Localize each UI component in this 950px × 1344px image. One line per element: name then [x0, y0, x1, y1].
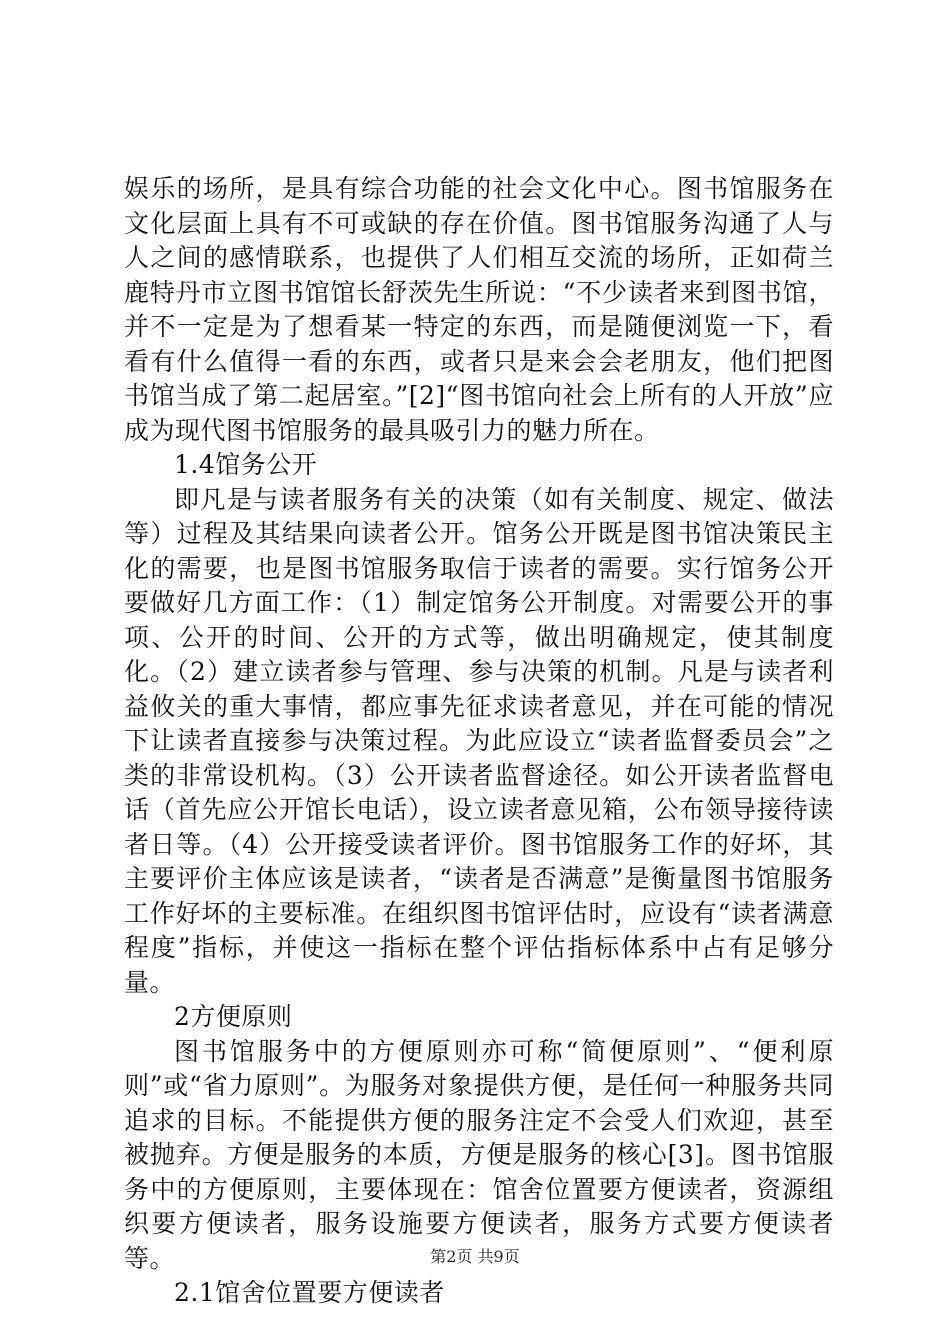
section-heading-2-1: 2.1馆舍位置要方便读者 [174, 1278, 445, 1307]
section-heading-2: 2方便原则 [174, 1002, 293, 1031]
paragraph-transparency: 即凡是与读者服务有关的决策（如有关制度、规定、做法等）过程及其结果向读者公开。馆务公开既是图书馆决策民主化的需要，也是图书馆服务取信于读者的需要。实行馆务公开要做好几方面工作：（1）制定馆务公开制度。对需要公开的事项、公开的时间、公开的方式等，做出明确规定，使其制度化。（2）建立读者参与管理、参与决策的机制。凡是与读者利益攸关的重大事情，都应事先征求读者意见，并在可能的情况下让读者直接参与决策过程。为此应设立“读者监督委员会”之类的非常设机构。（3）公开读者监督途径。如公开读者监督电话（首先应公开馆长电话），设立读者意见箱，公布领导接待读者日等。（4）公开接受读者评价。图书馆服务工作的好坏，其主要评价主体应该是读者，“读者是否满意”是衡量图书馆服务工作好坏的主要标准。在组织图书馆评估时，应设有“读者满意程度”指标，并使这一指标在整个评估指标体系中占有足够分量。 [124, 484, 834, 997]
paragraph-convenience: 图书馆服务中的方便原则亦可称“简便原则”、“便利原则”或“省力原则”。为服务对象提供方便，是任何一种服务共同追求的目标。不能提供方便的服务注定不会受人们欢迎，甚至被抛弃。方便是服务的本质，方便是服务的核心[3]。图书馆服务中的方便原则，主要体现在：馆舍位置要方便读者，资源组织要方便读者，服务设施要方便读者，服务方式要方便读者等。 [124, 1036, 834, 1273]
paragraph-continuation: 娱乐的场所，是具有综合功能的社会文化中心。图书馆服务在文化层面上具有不可或缺的存在价值。图书馆服务沟通了人与人之间的感情联系，也提供了人们相互交流的场所，正如荷兰鹿特丹市立图书馆馆长舒茨先生所说：“不少读者来到图书馆，并不一定是为了想看某一特定的东西，而是随便浏览一下，看看有什么值得一看的东西，或者只是来会会老朋友，他们把图书馆当成了第二起居室。”[2]“图书馆向社会上所有的人开放”应成为现代图书馆服务的最具吸引力的魅力所在。 [124, 174, 834, 445]
section-heading-1-4: 1.4馆务公开 [174, 450, 318, 479]
page-footer: 第2页 共9页 [430, 1247, 520, 1266]
document-body [124, 172, 834, 1311]
